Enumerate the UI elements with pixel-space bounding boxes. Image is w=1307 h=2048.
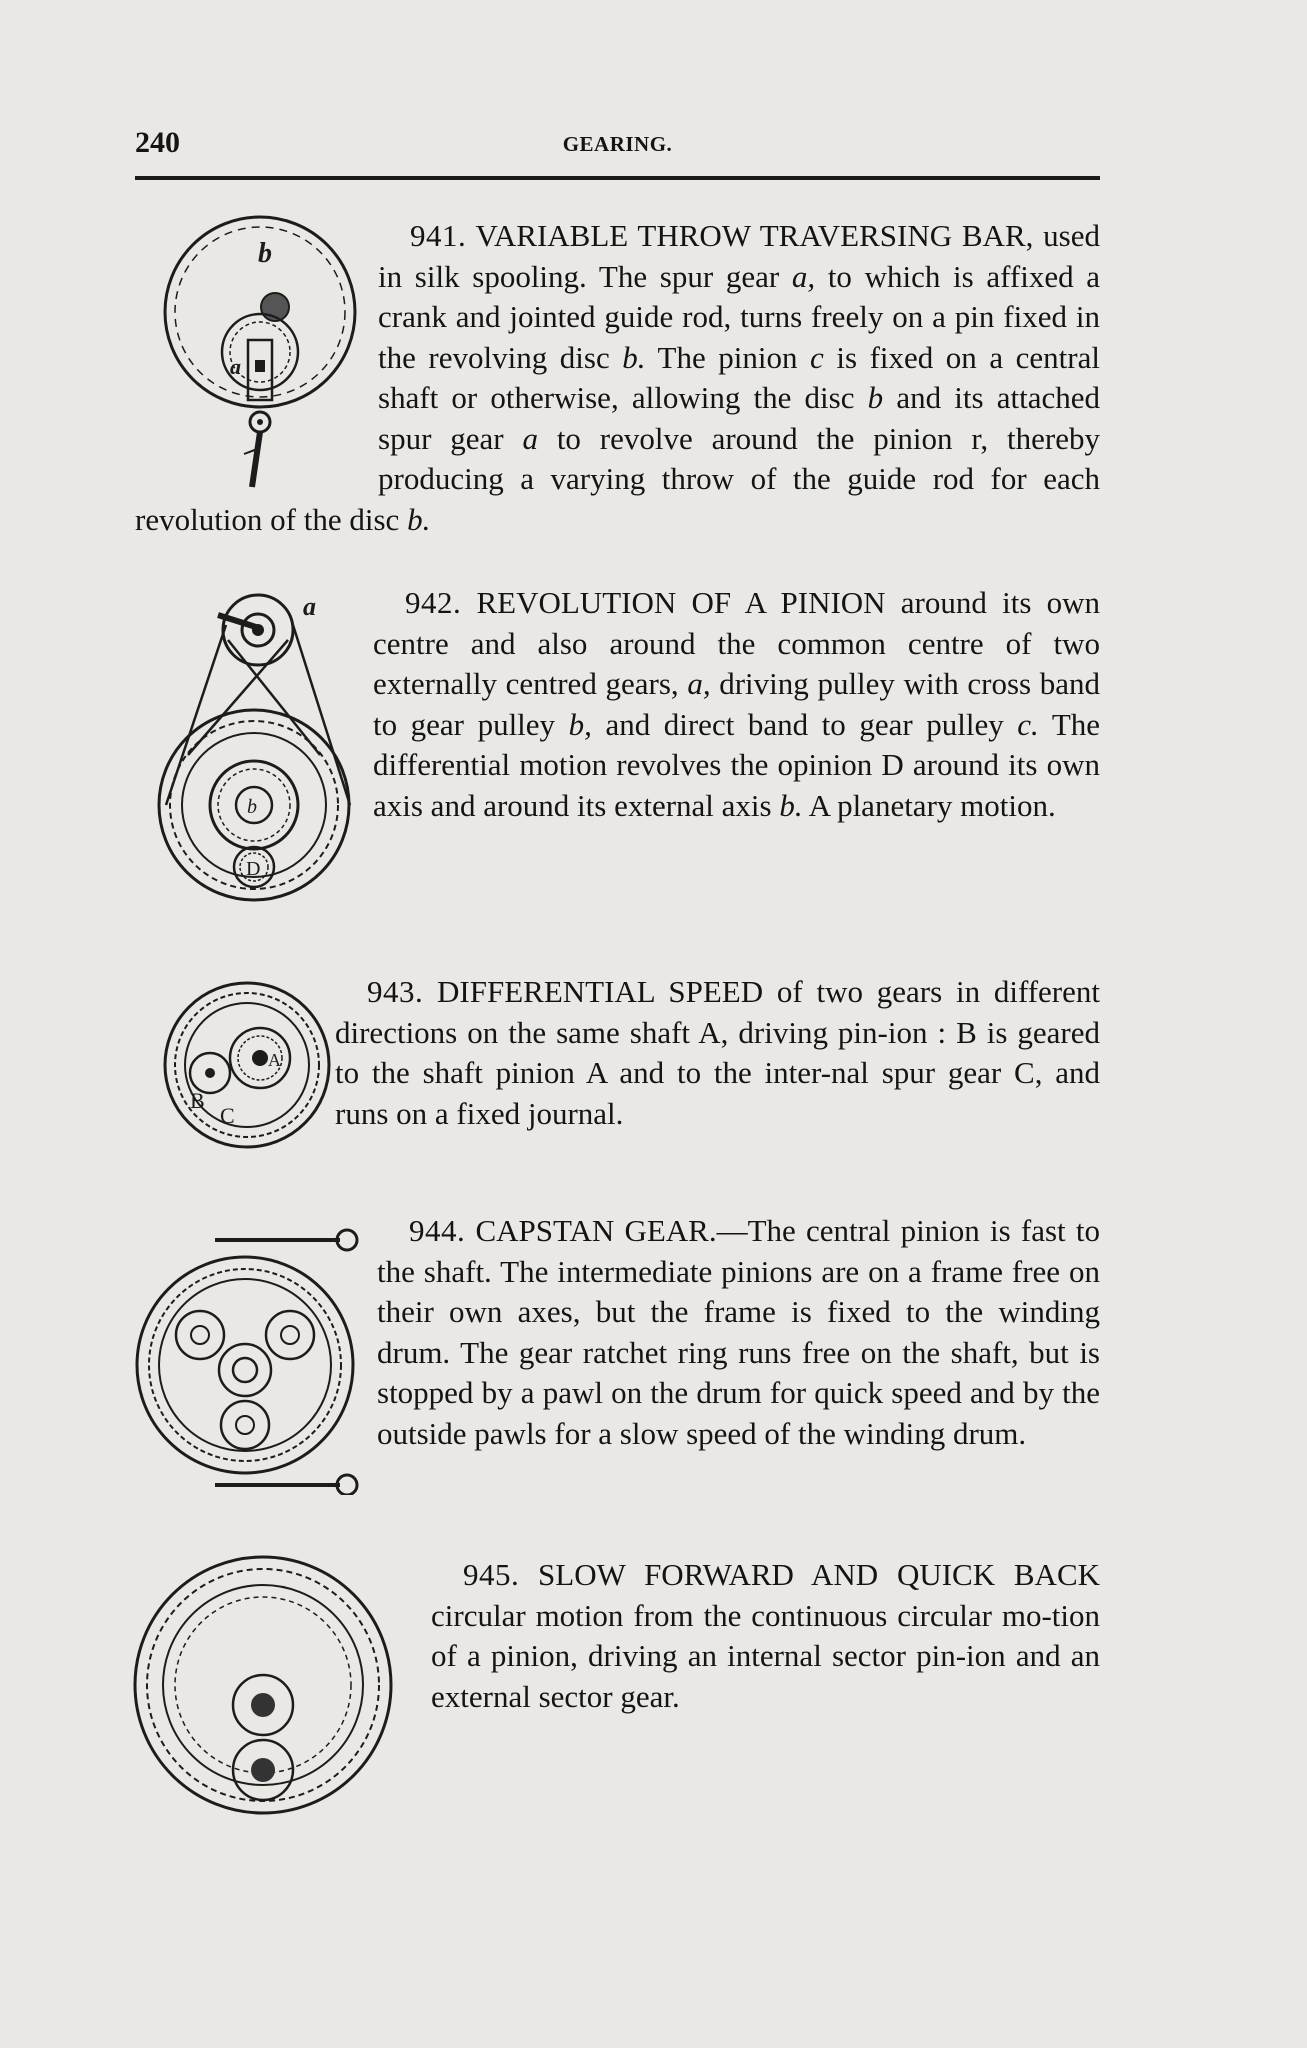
entry-941-italic: c bbox=[810, 339, 824, 375]
entry-941-body: to revolve around the pinion r, thereby producing a varying throw of the guide rod for each revolution of the disc bbox=[135, 420, 1100, 537]
entry-941-italic: a bbox=[522, 420, 538, 456]
entry-942-italic: a, bbox=[687, 666, 711, 701]
fig941-label-a: a bbox=[230, 354, 241, 379]
figure-942-wrap-mid bbox=[135, 805, 355, 825]
figure-941-wrap bbox=[135, 216, 378, 479]
header-rule bbox=[135, 176, 1100, 180]
entry-942-italic: c. bbox=[1017, 706, 1039, 742]
entry-942-text bbox=[135, 583, 1100, 826]
entry-941-italic: b. bbox=[622, 339, 646, 375]
entry-942-italic: b. bbox=[779, 787, 803, 823]
entry-942-body: around its own centre and also around the common centre of two externally centred gears, bbox=[373, 585, 1101, 701]
entry-941-title: VARIABLE THROW TRAVERSING BAR, bbox=[475, 218, 1034, 253]
entry-941-italic: b. bbox=[407, 501, 431, 537]
fig941-label-b: b bbox=[258, 238, 272, 269]
entry-944-text bbox=[135, 1211, 1100, 1481]
entry-945-number: 945. bbox=[463, 1557, 520, 1592]
entry-943-title: DIFFERENTIAL SPEED bbox=[437, 974, 764, 1009]
entry-942-italic: b, bbox=[568, 706, 592, 742]
entry-941-body: to which is affixed a crank and jointed guide rod, turns freely on a pin fixed in the revolving disc bbox=[378, 258, 1101, 375]
entry-944-body: —The central pinion is fast to the shaft. The intermediate pinions are on a frame free on their own axes, but the frame is fixed to the winding drum. The gear ratchet ring runs free on the shaft, but is stopped by a pawl on the drum for quick speed and by the outside pawls for a slow speed of the winding drum. bbox=[377, 1213, 1100, 1451]
page-header bbox=[135, 126, 1100, 162]
figure-945-wrap bbox=[135, 1555, 431, 1725]
entry-941-text bbox=[135, 216, 1100, 540]
entry-945-body: circular motion from the continuous circular mo-tion of a pinion, driving an internal sector pin-ion and an external sector gear. bbox=[431, 1597, 1100, 1714]
figure-942-wrap-top bbox=[135, 583, 373, 805]
page-number: 240 bbox=[135, 126, 180, 159]
figure-943-wrap bbox=[135, 972, 335, 1132]
entry-943-body: of two gears in different directions on the same shaft A, driving pin-ion : B is geared to the shaft pinion A and to the inter-nal spur gear C, and runs on a fixed journal. bbox=[335, 974, 1100, 1131]
entry-941-body: is fixed on a central shaft or otherwise, allowing the disc bbox=[378, 339, 1100, 415]
entry-943-text bbox=[135, 972, 1100, 1134]
fig942-label-d: D bbox=[246, 858, 261, 880]
entry-942-number: 942. bbox=[405, 585, 462, 620]
entry-945-text bbox=[135, 1555, 1100, 1725]
entry-942-title: REVOLUTION OF A PINION bbox=[476, 585, 886, 620]
fig943-label-a: A bbox=[268, 1050, 281, 1070]
entry-941-italic: a, bbox=[791, 258, 816, 294]
fig943-label-c: C bbox=[220, 1103, 235, 1128]
entry-945-title: SLOW FORWARD AND QUICK BACK bbox=[538, 1557, 1101, 1592]
fig942-label-b: b bbox=[247, 796, 257, 818]
figure-944-wrap bbox=[135, 1211, 377, 1481]
fig943-label-b: B bbox=[190, 1088, 205, 1113]
entry-942-body: A planetary motion. bbox=[808, 787, 1056, 823]
entry-944-title: CAPSTAN GEAR. bbox=[475, 1213, 717, 1248]
fig942-label-a: a bbox=[303, 592, 316, 621]
entry-941-body: The pinion bbox=[657, 339, 798, 375]
running-head: GEARING. bbox=[562, 132, 673, 156]
entry-941-body: and its attached spur gear bbox=[378, 380, 1100, 456]
entry-942-body: and direct band to gear pulley bbox=[605, 706, 1004, 742]
entry-941-number: 941. bbox=[410, 218, 467, 253]
entry-943-number: 943. bbox=[367, 974, 424, 1009]
entry-942-body: driving pulley with cross band to gear pulley bbox=[373, 666, 1101, 742]
entry-941-body: used in silk spooling. The spur gear bbox=[378, 218, 1100, 294]
entry-942-body: The differential motion revolves the opinion D around its own axis and around its external axis bbox=[373, 706, 1101, 823]
entry-944-number: 944. bbox=[409, 1213, 466, 1248]
entry-941-italic: b bbox=[867, 380, 884, 415]
